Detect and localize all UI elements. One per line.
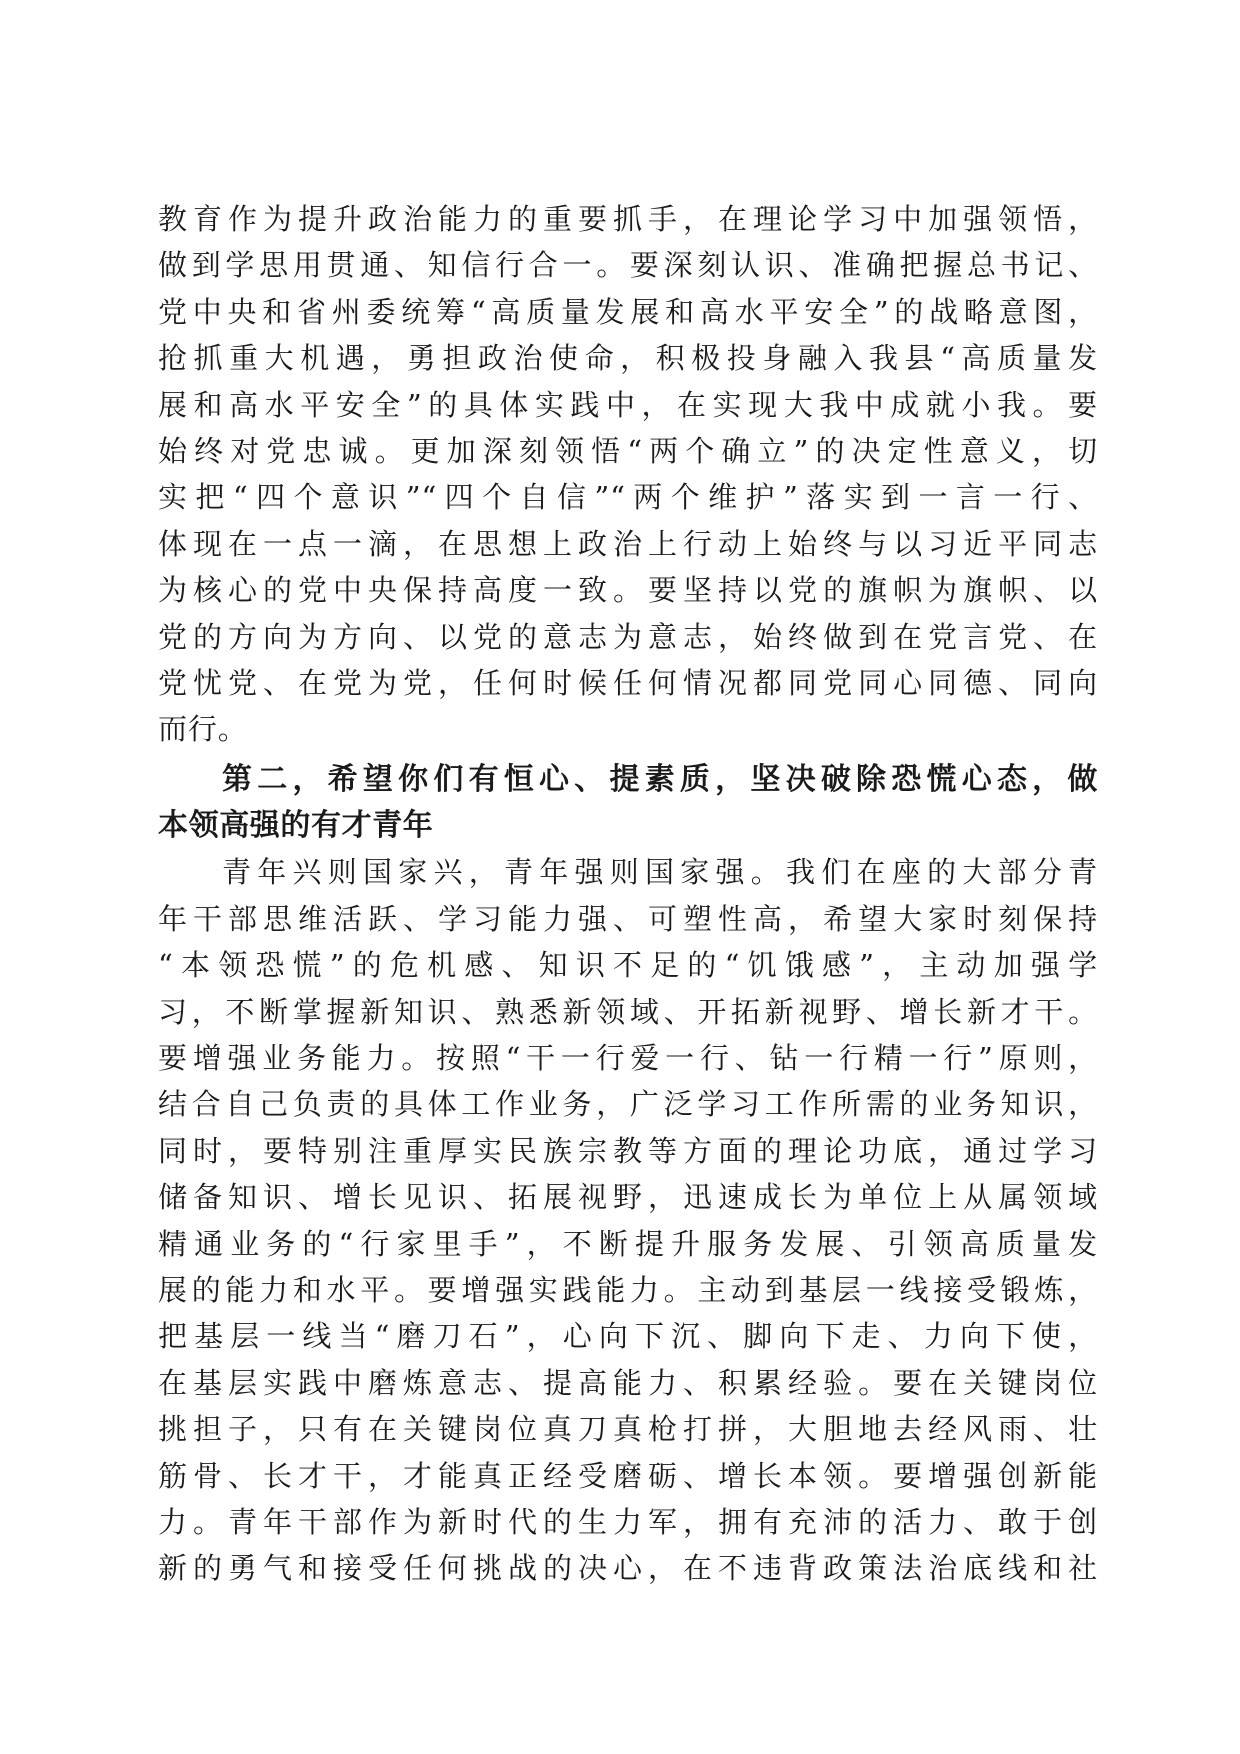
text-line: 在基层实践中磨炼意志、提高能力、积累经验。要在关键岗位 <box>158 1365 1098 1400</box>
text-line: 为核心的党中央保持高度一致。要坚持以党的旗帜为旗帜、以 <box>158 573 1098 608</box>
section-heading: 第二，希望你们有恒心、提素质，坚决破除恐慌心态，做 <box>222 761 1098 797</box>
text-line: 把基层一线当“磨刀石”，心向下沉、脚向下走、力向下使， <box>158 1319 1098 1354</box>
text-line: 青年兴则国家兴，青年强则国家强。我们在座的大部分青 <box>222 855 1098 890</box>
text-line: 要增强业务能力。按照“干一行爱一行、钻一行精一行”原则， <box>158 1041 1098 1076</box>
text-line: 储备知识、增长见识、拓展视野，迅速成长为单位上从属领域 <box>158 1180 1098 1215</box>
text-line: 党中央和省州委统筹“高质量发展和高水平安全”的战略意图， <box>158 294 1098 329</box>
text-line: 筋骨、长才干，才能真正经受磨砺、增长本领。要增强创新能 <box>158 1458 1098 1493</box>
text-line: 展和高水平安全”的具体实践中，在实现大我中成就小我。要 <box>158 387 1098 422</box>
text-line: 新的勇气和接受任何挑战的决心，在不违背政策法治底线和社 <box>158 1551 1098 1586</box>
text-line: 始终对党忠诚。更加深刻领悟“两个确立”的决定性意义，切 <box>158 433 1098 468</box>
text-line: 结合自己负责的具体工作业务，广泛学习工作所需的业务知识， <box>158 1087 1098 1122</box>
text-line: 展的能力和水平。要增强实践能力。主动到基层一线接受锻炼， <box>158 1272 1098 1307</box>
text-line: 教育作为提升政治能力的重要抓手，在理论学习中加强领悟， <box>158 202 1098 236</box>
text-line: 精通业务的“行家里手”，不断提升服务发展、引领高质量发 <box>158 1226 1098 1261</box>
text-line: 力。青年干部作为新时代的生力军，拥有充沛的活力、敢于创 <box>158 1504 1098 1539</box>
text-line: 而行。 <box>158 712 248 747</box>
text-line: 习，不断掌握新知识、熟悉新领域、开拓新视野、增长新才干。 <box>158 994 1098 1029</box>
text-line: 党的方向为方向、以党的意志为意志，始终做到在党言党、在 <box>158 619 1098 654</box>
text-line: 同时，要特别注重厚实民族宗教等方面的理论功底，通过学习 <box>158 1133 1098 1168</box>
section-heading: 本领高强的有才青年 <box>158 808 434 844</box>
text-line: 挑担子，只有在关键岗位真刀真枪打拼，大胆地去经风雨、壮 <box>158 1412 1098 1447</box>
text-line: 抢抓重大机遇，勇担政治使命，积极投身融入我县“高质量发 <box>158 341 1098 376</box>
document-body <box>158 196 1098 1592</box>
text-line: 体现在一点一滴，在思想上政治上行动上始终与以习近平同志 <box>158 526 1098 561</box>
text-line: 党忧党、在党为党，任何时候任何情况都同党同心同德、同向 <box>158 665 1098 700</box>
text-line: 实把“四个意识”“四个自信”“两个维护”落实到一言一行、 <box>158 480 1098 515</box>
text-line: “本领恐慌”的危机感、知识不足的“饥饿感”，主动加强学 <box>158 948 1098 983</box>
text-line: 年干部思维活跃、学习能力强、可塑性高，希望大家时刻保持 <box>158 901 1098 936</box>
text-line: 做到学思用贯通、知信行合一。要深刻认识、准确把握总书记、 <box>158 248 1098 283</box>
